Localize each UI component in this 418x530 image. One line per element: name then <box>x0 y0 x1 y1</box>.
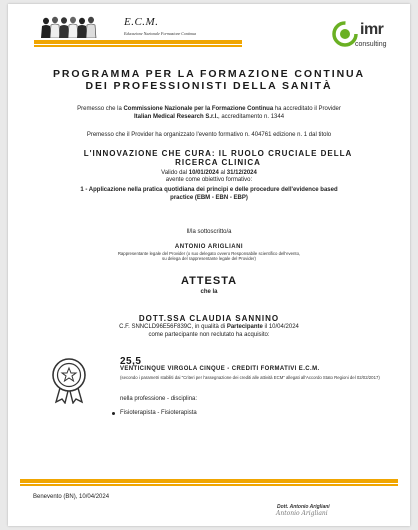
profession-label: nella professione - disciplina: <box>120 396 198 402</box>
ecm-subtitle: Educazione Nazionale Formazione Continua <box>124 31 197 36</box>
participant-cf <box>8 323 410 331</box>
participant-role: Partecipante <box>226 324 263 330</box>
attesta-che-la: che la <box>200 289 218 295</box>
event-title: L'INNOVAZIONE CHE CURA: IL RUOLO CRUCIALE DELLA RICERCA CLINICA <box>83 149 353 167</box>
certificate-title-line2: DEI PROFESSIONISTI DELLA SANITÀ <box>85 80 333 92</box>
objective-label: avente come obiettivo formativo: <box>165 177 253 183</box>
handwritten-signature: Antonio Arigliani <box>276 510 328 517</box>
provider-name: Italian Medical Research S.r.l. <box>133 114 218 120</box>
header-orange-bar <box>34 40 242 44</box>
commission-name: Commissione Nazionale per la Formazione Continua <box>123 106 274 112</box>
valid-from: 10/01/2024 <box>188 170 219 176</box>
training-objective: 1 - Applicazione nella pratica quotidiana dei principi e delle procedure dell'evidence based practice (EBM - EBN - EBP) <box>80 187 338 201</box>
premise-suffix: , accreditamento n. 1344 <box>218 114 285 120</box>
attesta-heading: ATTESTA <box>180 275 238 287</box>
signatory-name: Dott. Antonio Arigliani <box>277 504 330 510</box>
list-bullet <box>112 412 115 415</box>
award-medal-icon <box>50 356 88 404</box>
footer-orange-bar-thin <box>20 484 398 486</box>
profession-item: Fisioterapista - Fisioterapista <box>120 410 197 416</box>
undersigned-name: ANTONIO ARIGLIANI <box>174 244 244 250</box>
certificate-title-line1: PROGRAMMA PER LA FORMAZIONE CONTINUA <box>52 68 366 80</box>
cf-suffix: il 10/04/2024 <box>262 324 299 330</box>
undersigned-role-line1: Rappresentante legale del Provider (o suo delegato ovvero Responsabile scientifico dell'evento, <box>117 251 301 256</box>
imr-logo-text: imr <box>360 21 384 38</box>
undersigned-label: Il/la sottoscritto/a <box>186 229 232 235</box>
header-orange-bar-thin <box>34 45 242 47</box>
ecm-people-logo <box>40 14 100 38</box>
premise-event: Premesso che il Provider ha organizzato l'evento formativo n. 404761 edizione n. 1 dal titolo <box>86 132 332 138</box>
participant-name: DOTT.SSA CLAUDIA SANNINO <box>138 314 280 323</box>
place-and-date: Benevento (BN), 10/04/2024 <box>33 494 110 500</box>
undersigned-role-line2: su delega del rappresentante legale del Provider) <box>162 256 256 261</box>
certificate-page <box>8 4 410 526</box>
credits-number: 25,5 <box>120 356 142 367</box>
ecm-title: E.C.M. <box>124 16 159 28</box>
premise-middle: ha accreditato il Provider <box>273 106 341 112</box>
imr-logo-subtext: consulting <box>355 41 387 48</box>
valid-to: 31/12/2024 <box>226 170 257 176</box>
credits-words: VENTICINQUE VIRGOLA CINQUE - CREDITI FORMATIVI E.C.M. <box>120 366 320 372</box>
participant-status: come partecipante non reclutato ha acquisito: <box>148 332 270 338</box>
premise-provider <box>8 105 410 121</box>
premise-prefix: Premesso che la <box>77 106 124 112</box>
valid-prefix: Valido dal <box>161 170 189 176</box>
footer-orange-bar <box>20 479 398 483</box>
valid-middle: al <box>218 170 227 176</box>
cf-prefix: C.F. SNNCLD96E56F839C, in qualità di <box>119 324 227 330</box>
credits-note: (secondo i parametri stabiliti dai "Criteri per l'assegnazione dei crediti alle attività ECM" allegati all'Accordo Stato Regioni del 02/02/2017) <box>120 375 380 380</box>
